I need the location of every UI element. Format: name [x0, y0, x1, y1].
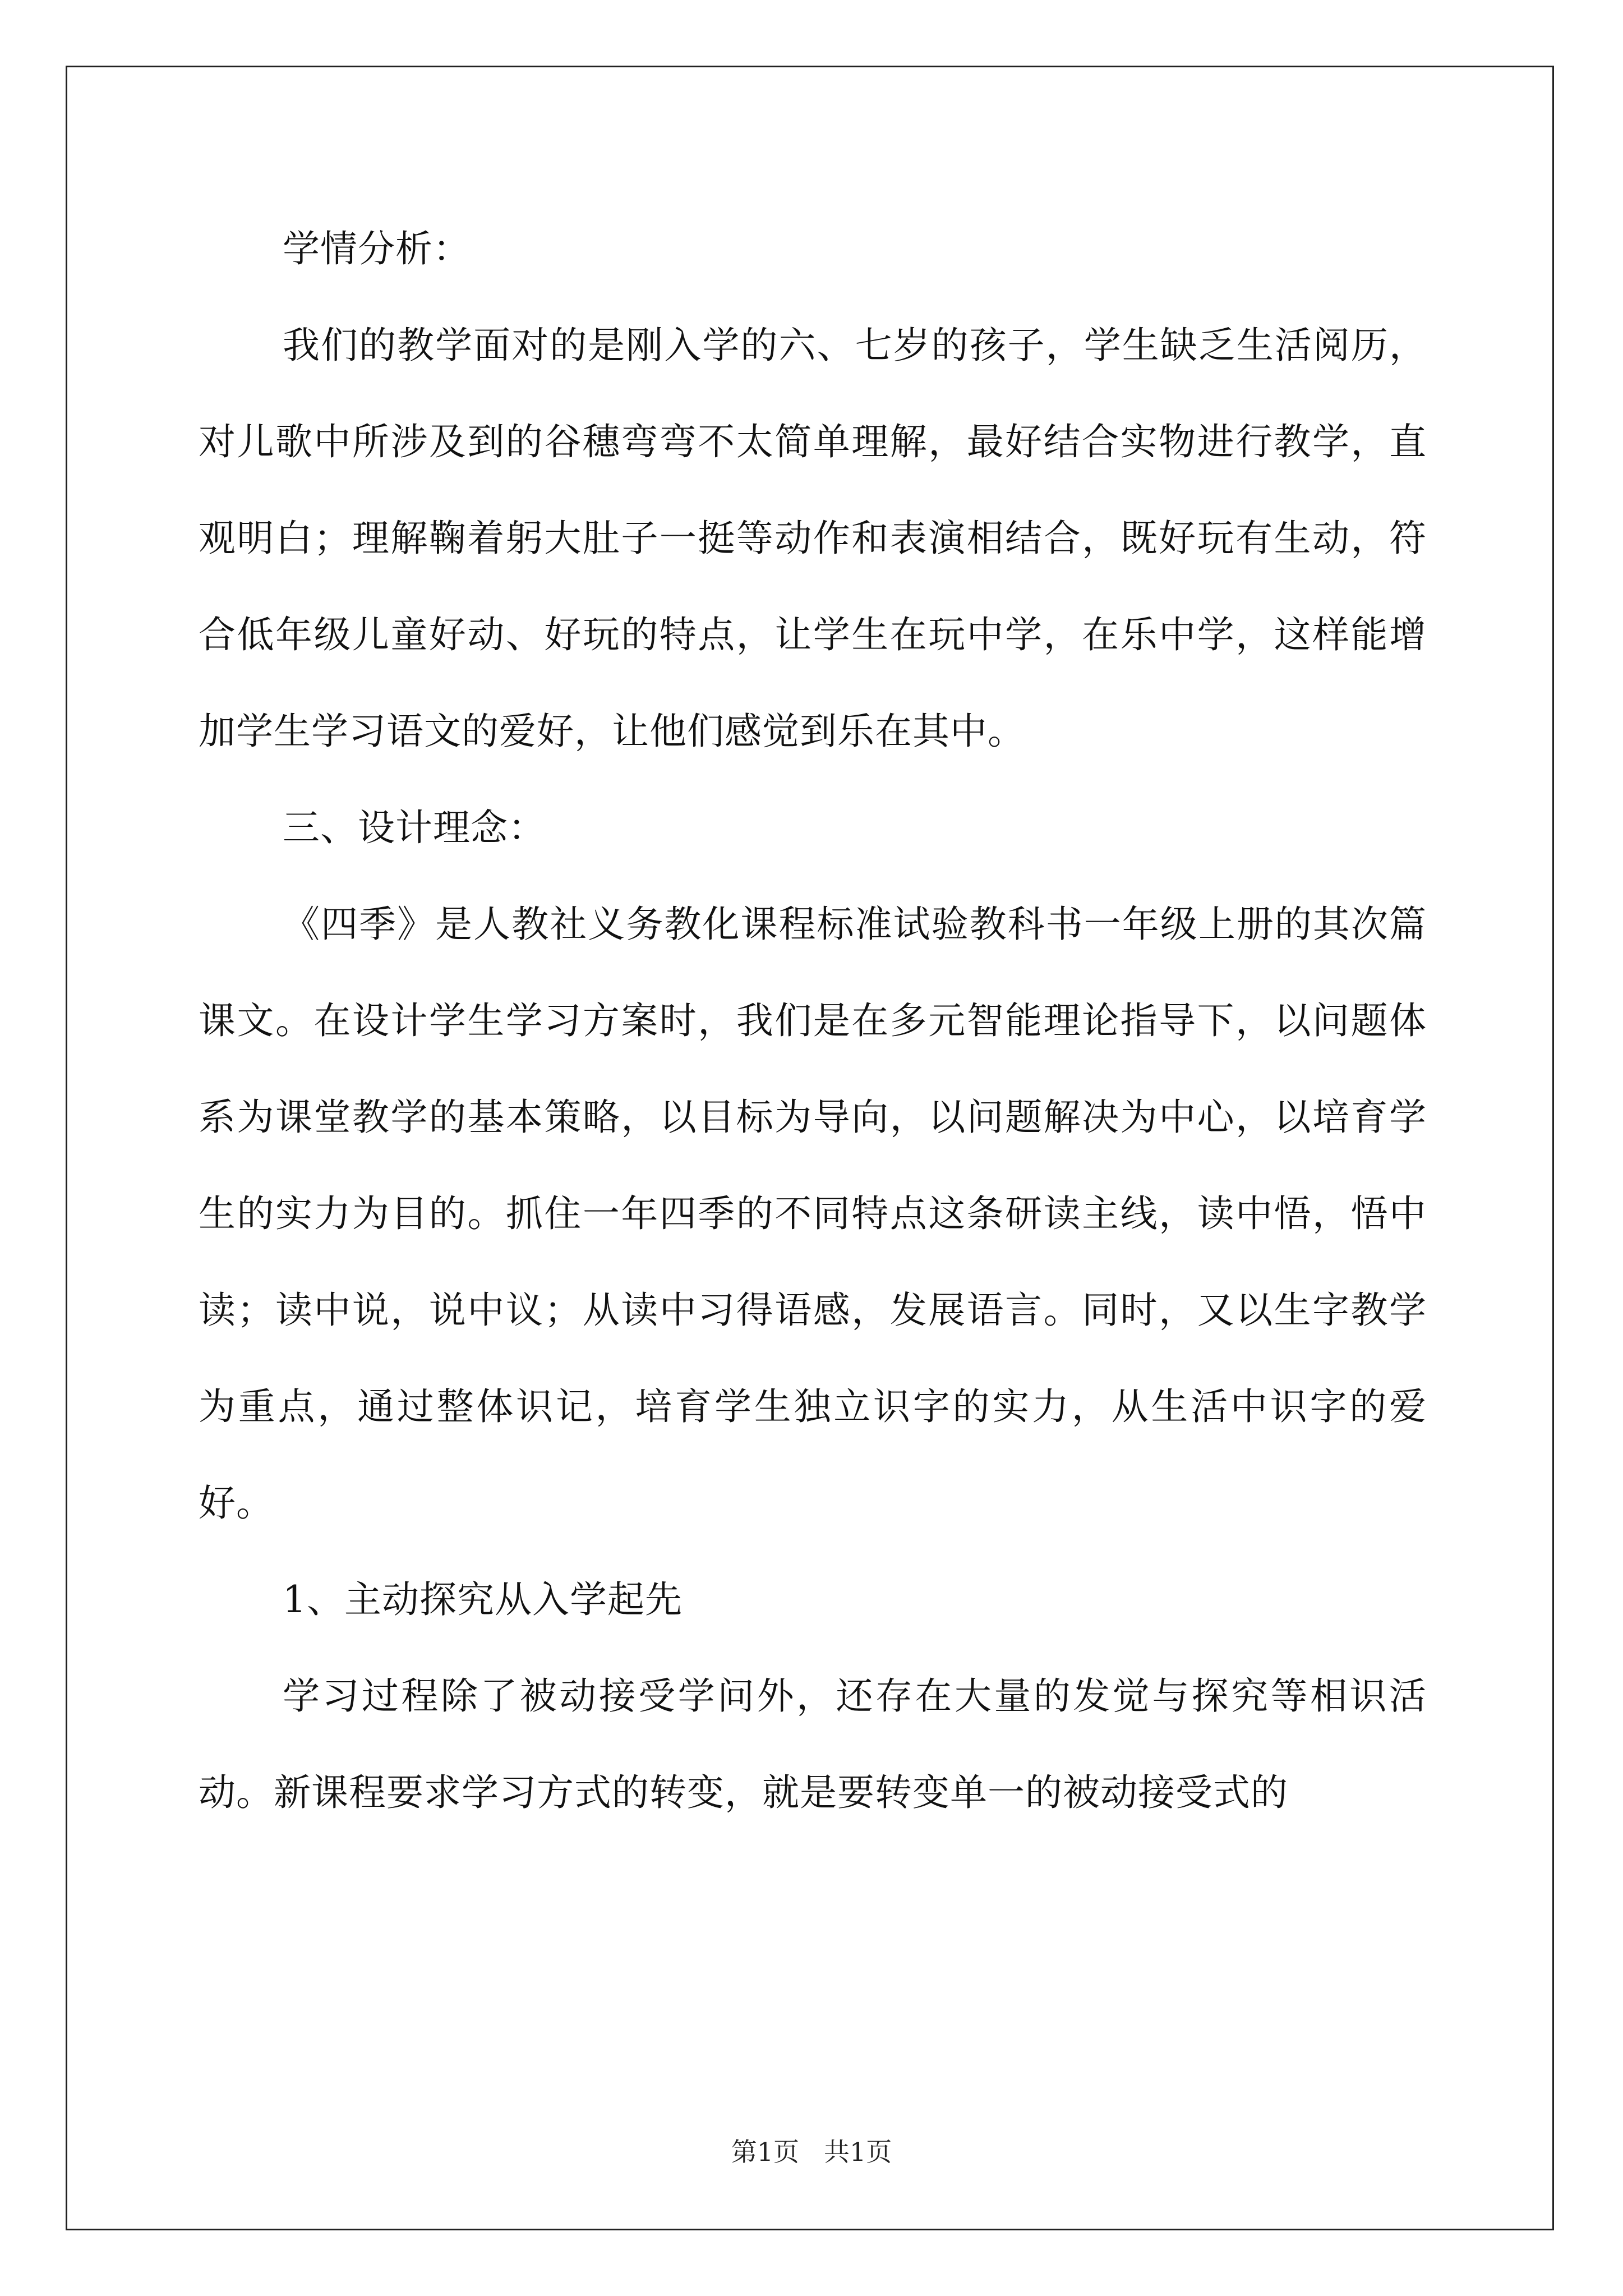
- paragraph-heading-explore: 1、主动探究从入学起先: [283, 1578, 683, 1621]
- document-body: [199, 201, 1427, 1841]
- paragraph-heading-design: 三、设计理念：: [283, 806, 546, 849]
- paragraph-analysis: 我们的教学面对的是刚入学的六、七岁的孩子，学生缺乏生活阅历，对儿歌中所涉及到的谷穗弯弯不太简单理解，最好结合实物进行教学，直观明白；理解鞠着躬大肚子一挺等动作和表演相结合，既好玩有生动，符合低年级儿童好动、好玩的特点，让学生在玩中学，在乐中学，这样能增加学生学习语文的爱好，让他们感觉到乐在其中。: [199, 324, 1427, 753]
- paragraph-explore: 学习过程除了被动接受学问外，还存在大量的发觉与探究等相识活动。新课程要求学习方式的转变，就是要转变单一的被动接受式的: [199, 1674, 1427, 1814]
- page-total: 共1页: [823, 2137, 892, 2167]
- paragraph-heading-analysis: 学情分析：: [283, 227, 471, 270]
- paragraph-design: 《四季》是人教社义务教化课程标准试验教科书一年级上册的其次篇课文。在设计学生学习方案时，我们是在多元智能理论指导下，以问题体系为课堂教学的基本策略，以目标为导向，以问题解决为中心，以培育学生的实力为目的。抓住一年四季的不同特点这条研读主线，读中悟，悟中读；读中说，说中议；从读中习得语感，发展语言。同时，又以生字教学为重点，通过整体识记，培育学生独立识字的实力，从生活中识字的爱好。: [199, 903, 1427, 1525]
- page-number: 第1页: [731, 2137, 800, 2167]
- page-footer: [0, 2132, 1623, 2169]
